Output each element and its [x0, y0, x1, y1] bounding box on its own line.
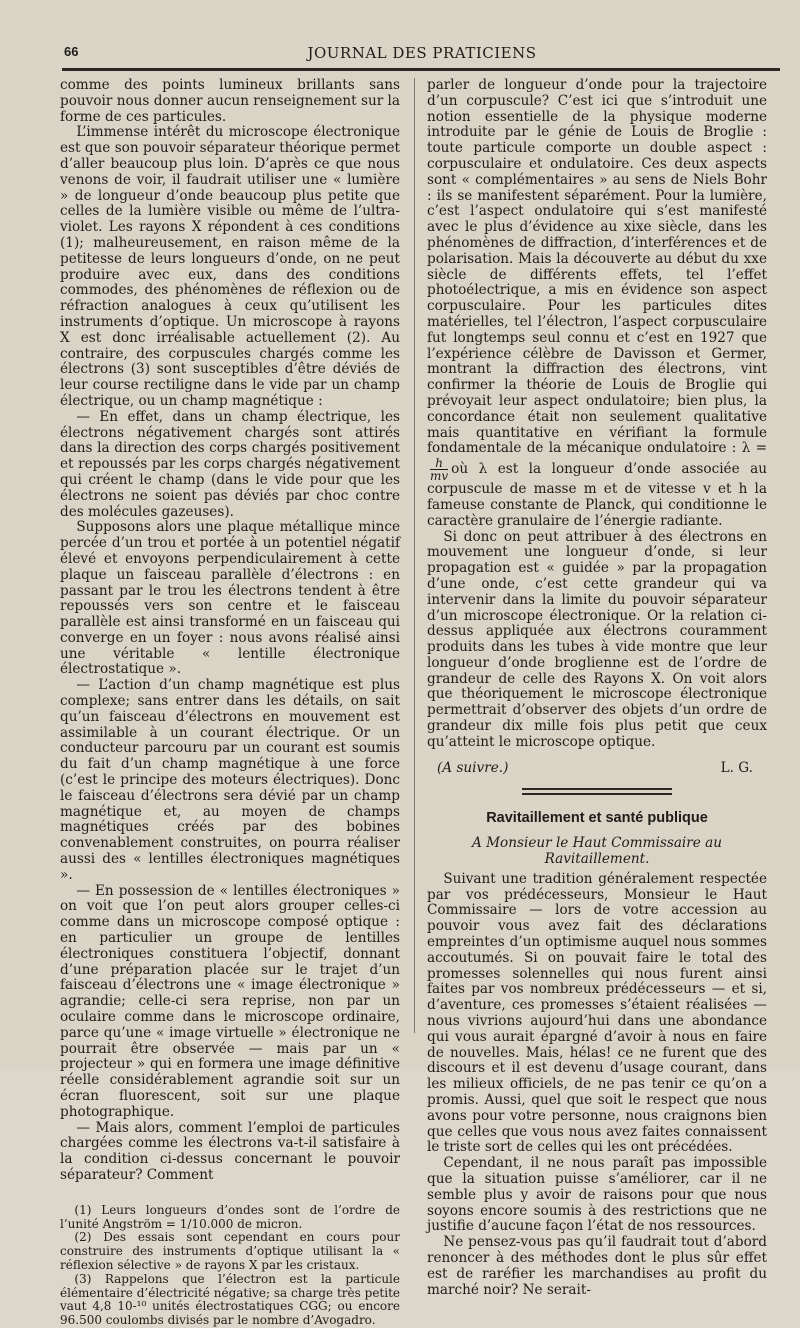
article-signature: [427, 761, 767, 777]
paragraph-text: parler de longueur d’onde pour la trajectoire d’un corpuscule? C’est ici que s’introduit une notion essentielle de la physique moderne introduite par le génie de Louis de Broglie : toute particule comporte un double aspect : corpusculaire et ondulatoire. Ces deux aspects sont « complémentaires » au sens de Niels Bohr : ils se manifestent séparément. Pour la lumière, c’est l’aspect ondulatoire qui s’est manifesté avec le plus d’évidence au xixe siècle, dans les phénomènes de diffraction, d’interférences et de polarisation. Mais la découverte au début du xxe siècle de différents effets, tel l’effet photoélectrique, a mis en évidence son aspect corpusculaire. Pour les particules dites matérielles, tel l’électron, l’aspect corpusculaire fut longtemps seul connu et c’est en 1927 que l’expérience célèbre de Davisson et Germer, montrant la diffraction des électrons, vint confirmer la théorie de Louis de Broglie qui prévoyait leur aspect ondulatoire; bien plus, la concordance était non seulement qualitative mais quantitative en vérifiant la formule fondamentale de la mécanique ondulatoire :: [427, 77, 767, 457]
section-title: Ravitaillement et santé publique: [486, 810, 708, 827]
footnote: (3) Rappelons que l’électron est la particule élémentaire d’électricité négative; sa charge très petite vaut 4,8 10-¹⁰ unités électrostatiques CGG; ou encore 96.500 coulombs divisés par le nombre d’Avogadro.: [60, 1271, 400, 1328]
paragraph: — En possession de « lentilles électroniques » on voit que l’on peut alors grouper celles-ci comme dans un microscope composé optique : en particulier un groupe de lentilles électroniques constituera l’objectif, donnant d’une préparation placée sur le trajet d’un faisceau d’électrons une « image électronique » agrandie; celle-ci sera reprise, non par un oculaire comme dans le microscope ordinaire, parce qu’une « image virtuelle » électronique ne pourrait être observée — mais par un « projecteur » qui en formera une image définitive réelle considérablement agrandie soit sur un écran fluorescent, soit sur une plaque photographique.: [60, 882, 400, 1120]
section-divider: [522, 788, 672, 795]
formula-numerator: h: [430, 457, 448, 470]
paragraph: Suivant une tradition généralement respectée par vos prédécesseurs, Monsieur le Haut Commissaire — lors de votre accession au pouvoir vous avez fait des déclarations empreintes d’un optimisme auquel nous sommes accoutumés. Si on pouvait faire le total des promesses solennelles qui nous furent ainsi faites par vos nombreux prédécesseurs — et si, d’aventure, ces promesses s’étaient réalisées — nous vivrions aujourd’hui dans une abondance qui vous aurait épargné d’avoir à nous en faire de nouvelles. Mais, hélas! ce ne furent que des discours et il est devenu d’usage courant, dans les milieux officiels, de ne pas tenir ce qu’on a promis. Aussi, quel que soit le respect que nous avons pour votre personne, nous craignons bien que celles que vous nous avez faites connaissent le triste sort de celles qui les ont précédées.: [427, 870, 767, 1156]
paragraph: L’immense intérêt du microscope électronique est que son pouvoir séparateur théorique permet d’aller beaucoup plus loin. D’après ce que nous venons de voir, il faudrait utiliser une « lumière » de longueur d’onde beaucoup plus petite que celles de la lumière visible ou même de l’ultra-violet. Les rayons X répondent à ces conditions (1); malheureusement, en raison même de la petitesse de leurs longueurs d’onde, on ne peut produire avec eux, dans des conditions commodes, des phénomènes de réflexion ou de réfraction analogues à ceux qu’utilisent les instruments d’optique. Un microscope à rayons X est donc irréalisable actuellement (2). Au contraire, des corpuscules chargés comme les électrons (3) sont susceptibles d’être déviés de leur course rectiligne dans le vide par un champ électrique, ou un champ magnétique :: [60, 124, 400, 409]
header-rule: [62, 68, 780, 71]
paragraph: — Mais alors, comment l’emploi de particules chargées comme les électrons va-t-il satisfaire à la condition ci-dessus concernant le pouvoir séparateur? Comment: [60, 1119, 400, 1183]
paragraph: — En effet, dans un champ électrique, les électrons négativement chargés sont attirés dans la direction des corps chargés positivement et repoussés par les corps chargés négativement qui créent le champ (dans le vide pour que les électrons ne soient pas déviés par choc contre des molécules gazeuses).: [60, 408, 400, 520]
formula-denominator: mv: [430, 469, 449, 484]
footnote: (2) Des essais sont cependant en cours pour construire des instruments d’optique utilisant la « réflexion sélective » de rayons X par les cristaux.: [60, 1230, 400, 1272]
journal-title: JOURNAL DES PRATICIENS: [307, 44, 537, 62]
paragraph: — L’action d’un champ magnétique est plus complexe; sans entrer dans les détails, on sait qu’un faisceau d’électrons en mouvement est assimilable à un courant électrique. Or un conducteur parcouru par un courant est soumis du fait d’un champ magnétique à une force (c’est le principe des moteurs électriques). Donc le faisceau d’électrons sera dévié par un champ magnétique et, au moyen de champs magnétiques créés par des bobines convenablement construites, on pourra réaliser aussi des « lentilles électroniques magnétiques ».: [60, 677, 400, 883]
addressee: A Monsieur le Haut Commissaire au Ravitaillement.: [472, 835, 722, 868]
paragraph-text: où λ est la longueur d’onde associée au corpuscule de masse m et de vitesse v et h la fameuse constante de Planck, qui conditionne le caractère granulaire de l’énergie radiante.: [427, 461, 767, 529]
footnotes: [60, 1204, 400, 1328]
left-column: [60, 78, 400, 1328]
formula-fraction: [430, 457, 448, 482]
paragraph: [427, 78, 767, 530]
paragraph: Ne pensez-vous pas qu’il faudrait tout d’abord renoncer à des méthodes dont le plus sûr effet est de raréfier les marchandises au profit du marché noir? Ne serait-: [427, 1234, 767, 1298]
paragraph: Si donc on peut attribuer à des électrons en mouvement une longueur d’onde, si leur propagation est « guidée » par la propagation d’une onde, c’est cette grandeur qui va intervenir dans la limite du pouvoir séparateur d’un microscope électronique. Or la relation ci-dessus appliquée aux électrons couramment produits dans les tubes à vide montre que leur longueur d’onde broglienne est de l’ordre de grandeur de celle des Rayons X. On voit alors que théoriquement le microscope électronique permettrait d’observer des objets d’un ordre de grandeur dix mille fois plus petit que ceux qu’atteint le microscope optique.: [427, 528, 767, 750]
right-column: [427, 78, 767, 1298]
footnote: (1) Leurs longueurs d’ondes sont de l’ordre de l’unité Angström = 1/10.000 de micron.: [60, 1202, 400, 1231]
page-header: [64, 44, 780, 68]
paragraph: Supposons alors une plaque métallique mince percée d’un trou et portée à un potentiel négatif élevé et envoyons perpendiculairement à cette plaque un faisceau parallèle d’électrons : en passant par le trou les électrons tendent à être repoussés vers son centre et le faisceau parallèle est ainsi transformé en un faisceau qui converge en un foyer : nous avons réalisé ainsi une véritable « lentille électronique électrostatique ».: [60, 519, 400, 678]
paragraph: Cependant, il ne nous paraît pas impossible que la situation puisse s’améliorer, car il ne semble plus y avoir de raisons pour que nous soyons encore soumis à des restrictions que ne justifie d’aucune façon l’état de nos ressources.: [427, 1155, 767, 1235]
column-divider: [414, 78, 415, 1033]
paragraph: comme des points lumineux brillants sans pouvoir nous donner aucun renseignement sur la forme de ces particules.: [60, 77, 400, 125]
to-follow-note: (A suivre.): [437, 759, 509, 776]
author-initials: L. G.: [720, 759, 753, 776]
formula-lhs: λ =: [741, 440, 767, 457]
page-number: 66: [64, 44, 79, 59]
